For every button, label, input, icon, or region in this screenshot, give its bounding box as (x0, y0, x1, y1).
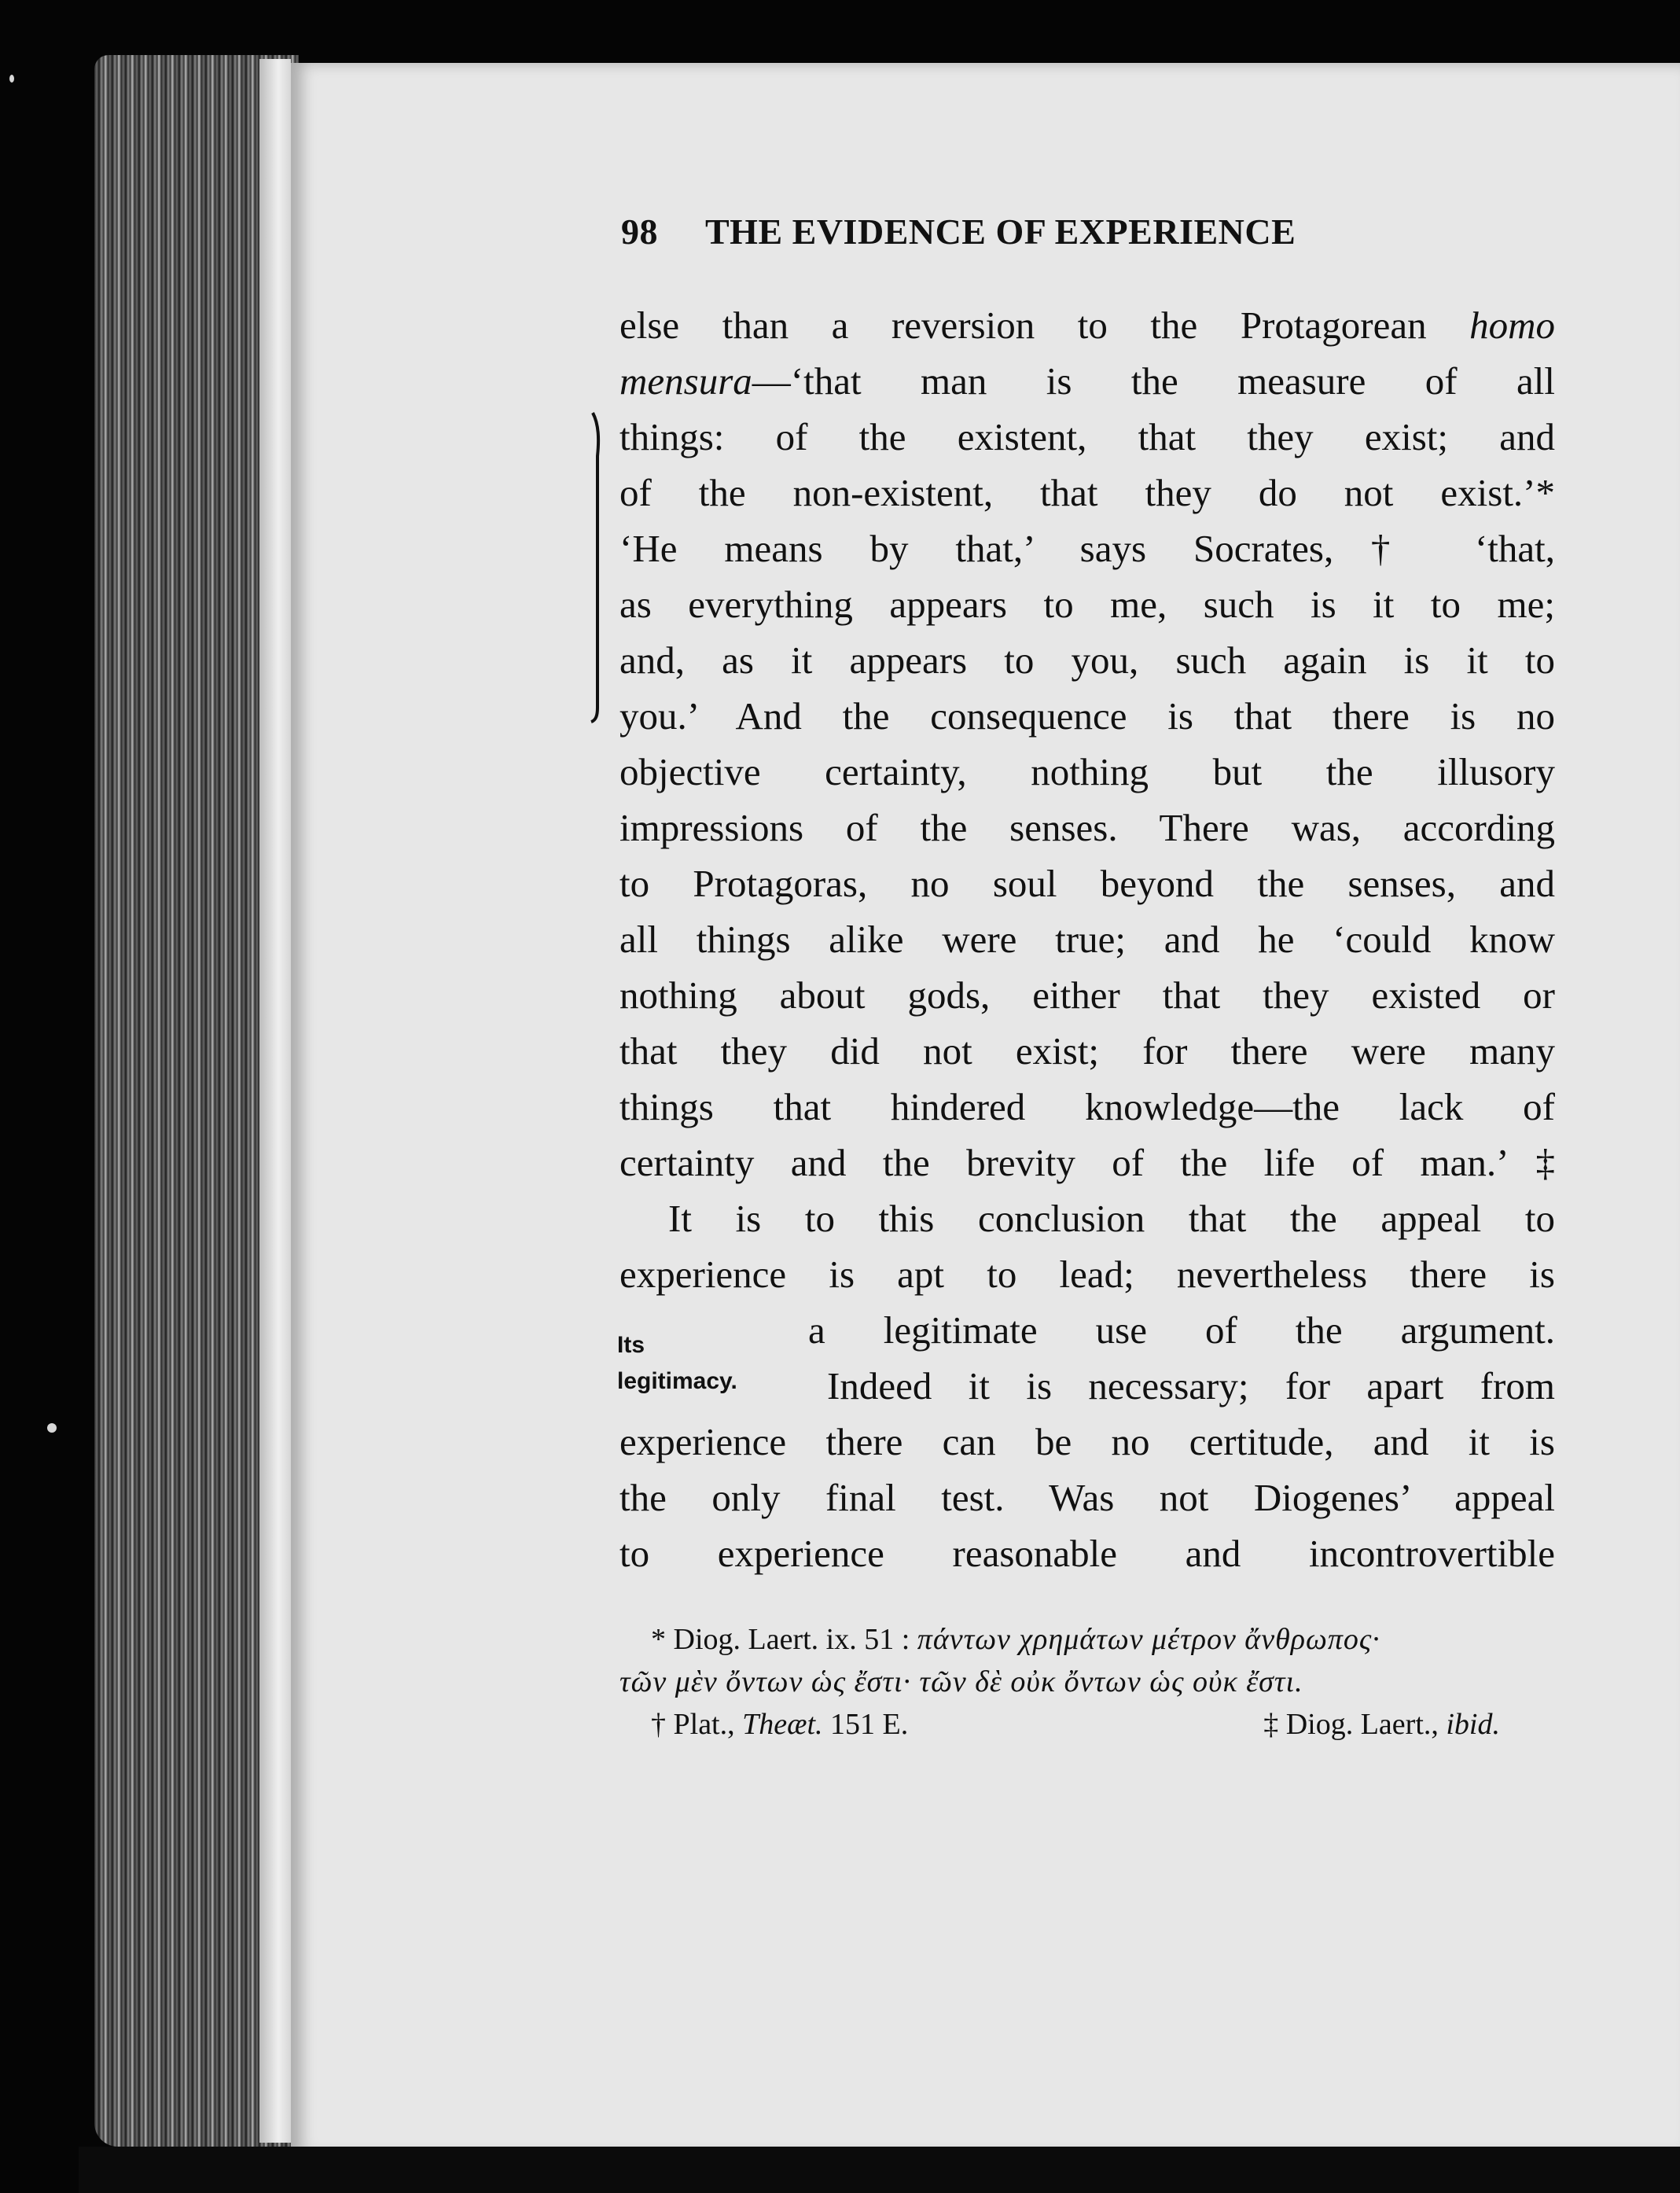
text-line: things: of the existent, that they exist; and (619, 415, 1555, 458)
text-line: all things alike were true; and he ‘could know (619, 918, 1555, 961)
dust-speck (47, 1423, 57, 1433)
text-line: you.’ And the consequence is that there is no (619, 694, 1555, 738)
text-line: to experience reasonable and incontrovertible (619, 1532, 1555, 1575)
footnotes (619, 1618, 1555, 1746)
text-line: experience there can be no certitude, and it is (619, 1420, 1555, 1463)
marginal-note-line: legitimacy. (617, 1368, 737, 1394)
text-line: things that hindered knowledge—the lack of (619, 1085, 1555, 1128)
running-head (621, 211, 1454, 252)
text-line: objective certainty, nothing but the illusory (619, 750, 1555, 793)
text-line: nothing about gods, either that they existed or (619, 973, 1555, 1017)
text-line: ‘He means by that,’ says Socrates,† ‘that, (619, 527, 1555, 570)
footnote-1: * Diog. Laert. ix. 51 : πάντων χρημάτων μέτρον ἄνθρωπος· (651, 1623, 1380, 1656)
page-number: 98 (621, 212, 658, 252)
text-line: to Protagoras, no soul beyond the senses, and (619, 862, 1555, 905)
text-line: impressions of the senses. There was, according (619, 806, 1555, 849)
text-line: that they did not exist; for there were many (619, 1029, 1555, 1073)
text-line: a legitimate use of the argument. (808, 1308, 1555, 1352)
text-line: of the non-existent, that they do not exist.’* (619, 471, 1555, 514)
footnote-3: ‡ Diog. Laert., ibid. (1263, 1708, 1500, 1741)
greek-quotation: πάντων χρημάτων μέτρον ἄνθρωπος· (917, 1623, 1380, 1656)
text-line: certainty and the brevity of the life of man.’‡ (619, 1141, 1555, 1184)
text-line: mensura—‘that man is the measure of all (619, 359, 1555, 403)
text-line: as everything appears to me, such is it to me; (619, 583, 1555, 626)
footnote-row (619, 1703, 1555, 1746)
bottom-shadow (79, 2147, 1680, 2193)
text-line: Indeed it is necessary; for apart from (827, 1364, 1555, 1407)
footnote-1-continued (619, 1661, 1555, 1703)
greek-quotation: τῶν μὲν ὄντων ὡς ἔστι· τῶν δὲ οὐκ ὄντων ὡς οὐκ ἔστι. (619, 1665, 1303, 1698)
text-line: It is to this conclusion that the appeal to (668, 1197, 1555, 1240)
page-edge-strip (259, 59, 291, 2143)
text-line: else than a reversion to the Protagorean homo (619, 304, 1555, 347)
marginal-bracket (588, 409, 605, 723)
marginal-note-line: Its (617, 1332, 645, 1358)
running-title: THE EVIDENCE OF EXPERIENCE (705, 212, 1296, 252)
text-line: the only final test. Was not Diogenes’ appeal (619, 1476, 1555, 1519)
footnote-2: † Plat., Theæt. 151 E. (651, 1708, 909, 1741)
text-line: experience is apt to lead; nevertheless there is (619, 1253, 1555, 1296)
text-line: and, as it appears to you, such again is it to (619, 638, 1555, 682)
dust-speck (9, 75, 14, 83)
marginal-note (617, 1327, 774, 1400)
